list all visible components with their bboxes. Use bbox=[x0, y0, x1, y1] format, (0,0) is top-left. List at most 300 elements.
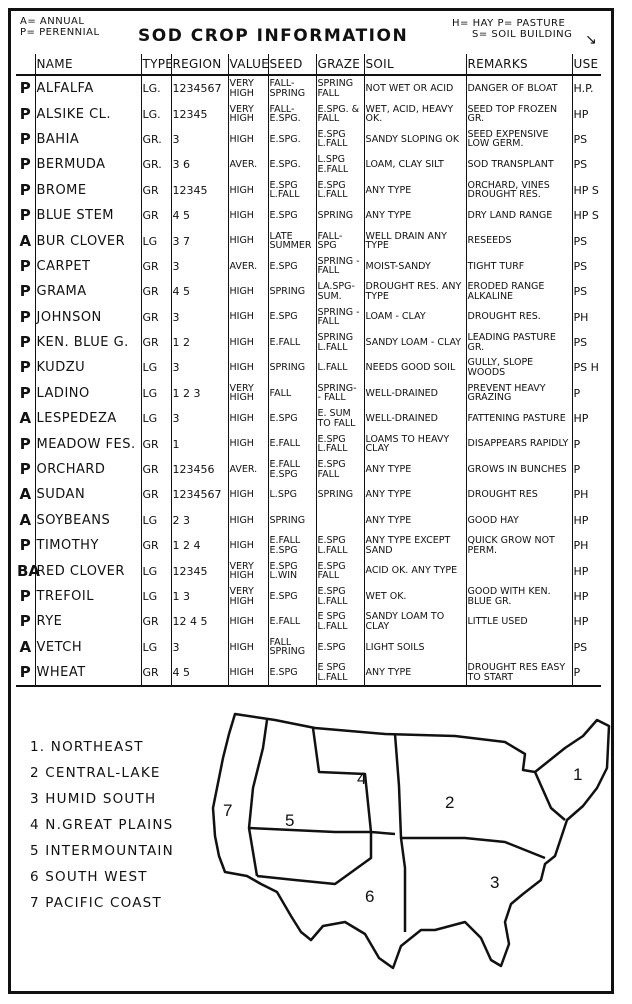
row-remarks: DISAPPEARS RAPIDLY bbox=[466, 431, 572, 456]
column-header: VALUE bbox=[228, 54, 268, 75]
row-graze: SPRING - FALL bbox=[316, 254, 364, 279]
row-seed: L.SPG bbox=[268, 482, 316, 507]
row-remarks: DANGER OF BLOAT bbox=[466, 75, 572, 101]
row-use: HP bbox=[572, 584, 601, 609]
row-soil: NOT WET OR ACID bbox=[364, 75, 466, 101]
row-value: AVER. bbox=[228, 152, 268, 177]
row-crop-name: ALSIKE CL. bbox=[35, 101, 141, 126]
row-graze: E.SPG L.FALL bbox=[316, 584, 364, 609]
use-key-line-1: H= HAY P= PASTURE bbox=[452, 18, 566, 29]
region-border bbox=[535, 772, 565, 820]
row-use: PS bbox=[572, 127, 601, 152]
row-remarks: DROUGHT RES bbox=[466, 482, 572, 507]
row-seed: SPRING bbox=[268, 355, 316, 380]
row-annual-perennial: P bbox=[19, 282, 31, 301]
annual-perennial-key bbox=[20, 16, 100, 38]
row-seed: E.SPG bbox=[268, 660, 316, 686]
row-crop-name: LADINO bbox=[35, 381, 141, 406]
row-graze: SPRING L.FALL bbox=[316, 330, 364, 355]
row-value: AVER. bbox=[228, 457, 268, 482]
row-annual-perennial: A bbox=[19, 485, 32, 504]
row-region: 12345 bbox=[171, 101, 228, 126]
row-remarks bbox=[466, 558, 572, 583]
row-annual-perennial: P bbox=[19, 612, 31, 631]
row-soil: WELL DRAIN ANY TYPE bbox=[364, 228, 466, 253]
row-crop-name: ALFALFA bbox=[35, 75, 141, 101]
row-soil: DROUGHT RES. ANY TYPE bbox=[364, 279, 466, 304]
row-annual-perennial: P bbox=[19, 460, 31, 479]
row-remarks: LITTLE USED bbox=[466, 609, 572, 634]
row-soil: ANY TYPE bbox=[364, 508, 466, 533]
row-annual-perennial: P bbox=[19, 129, 31, 148]
table-row bbox=[16, 254, 601, 279]
row-type: GR bbox=[141, 330, 171, 355]
row-soil: MOIST-SANDY bbox=[364, 254, 466, 279]
row-crop-name: CARPET bbox=[35, 254, 141, 279]
table-header-row bbox=[16, 54, 601, 75]
row-graze: LA.SPG- SUM. bbox=[316, 279, 364, 304]
row-remarks: ORCHARD, VINES DROUGHT RES. bbox=[466, 178, 572, 203]
region-border bbox=[313, 728, 395, 834]
row-region: 2 3 bbox=[171, 508, 228, 533]
table-row bbox=[16, 305, 601, 330]
row-seed: E.FALL bbox=[268, 431, 316, 456]
row-region: 123456 bbox=[171, 457, 228, 482]
row-use: HP bbox=[572, 101, 601, 126]
row-soil: LOAM - CLAY bbox=[364, 305, 466, 330]
row-graze: E.SPG FALL bbox=[316, 457, 364, 482]
row-value: VERY HIGH bbox=[228, 75, 268, 101]
row-use: PH bbox=[572, 482, 601, 507]
row-crop-name: KEN. BLUE G. bbox=[35, 330, 141, 355]
row-value: VERY HIGH bbox=[228, 381, 268, 406]
row-remarks: DRY LAND RANGE bbox=[466, 203, 572, 228]
row-graze: E.SPG L.FALL bbox=[316, 431, 364, 456]
column-header: SOIL bbox=[364, 54, 466, 75]
row-seed: E.SPG bbox=[268, 406, 316, 431]
row-annual-perennial: P bbox=[19, 536, 31, 555]
row-value: HIGH bbox=[228, 228, 268, 253]
column-header: USE bbox=[572, 54, 601, 75]
row-type: LG bbox=[141, 584, 171, 609]
annual-key: A= ANNUAL bbox=[20, 16, 85, 27]
table-row bbox=[16, 431, 601, 456]
row-crop-name: GRAMA bbox=[35, 279, 141, 304]
row-crop-name: KUDZU bbox=[35, 355, 141, 380]
row-use: HP bbox=[572, 406, 601, 431]
row-type: LG bbox=[141, 508, 171, 533]
table-row bbox=[16, 75, 601, 101]
row-soil: SANDY LOAM - CLAY bbox=[364, 330, 466, 355]
row-region: 12345 bbox=[171, 178, 228, 203]
table-row bbox=[16, 381, 601, 406]
table-row bbox=[16, 127, 601, 152]
row-remarks: GROWS IN BUNCHES bbox=[466, 457, 572, 482]
row-value: HIGH bbox=[228, 178, 268, 203]
row-seed: E.SPG bbox=[268, 584, 316, 609]
row-annual-perennial: P bbox=[19, 79, 31, 98]
row-remarks: FATTENING PASTURE bbox=[466, 406, 572, 431]
row-value: HIGH bbox=[228, 482, 268, 507]
row-graze: SPRING- - FALL bbox=[316, 381, 364, 406]
row-soil: ANY TYPE bbox=[364, 660, 466, 686]
row-seed: E.SPG L.WIN bbox=[268, 558, 316, 583]
table-row bbox=[16, 330, 601, 355]
row-remarks: TIGHT TURF bbox=[466, 254, 572, 279]
row-use: PS bbox=[572, 279, 601, 304]
row-annual-perennial: P bbox=[19, 180, 31, 199]
row-region: 3 7 bbox=[171, 228, 228, 253]
row-region: 1234567 bbox=[171, 75, 228, 101]
row-type: GR bbox=[141, 431, 171, 456]
row-value: HIGH bbox=[228, 127, 268, 152]
row-annual-perennial: A bbox=[19, 231, 32, 250]
region-item: 5 INTERMOUNTAIN bbox=[30, 843, 174, 859]
row-use: HP S bbox=[572, 203, 601, 228]
row-type: GR bbox=[141, 254, 171, 279]
row-annual-perennial: P bbox=[19, 155, 31, 174]
row-annual-perennial: P bbox=[19, 104, 31, 123]
row-seed: E.SPG bbox=[268, 203, 316, 228]
row-graze bbox=[316, 508, 364, 533]
table-row bbox=[16, 355, 601, 380]
row-graze: L.SPG E.FALL bbox=[316, 152, 364, 177]
row-type: LG bbox=[141, 406, 171, 431]
row-use: P bbox=[572, 660, 601, 686]
row-annual-perennial: P bbox=[19, 587, 31, 605]
row-remarks: RESEEDS bbox=[466, 228, 572, 253]
row-value: HIGH bbox=[228, 609, 268, 634]
row-graze: SPRING FALL bbox=[316, 75, 364, 101]
row-use: H.P. bbox=[572, 75, 601, 101]
table-row bbox=[16, 178, 601, 203]
row-value: HIGH bbox=[228, 533, 268, 558]
row-graze: SPRING bbox=[316, 203, 364, 228]
row-type: GR bbox=[141, 482, 171, 507]
row-type: GR bbox=[141, 660, 171, 686]
row-annual-perennial: P bbox=[16, 660, 35, 686]
row-graze: E.SPG FALL bbox=[316, 558, 364, 583]
row-region: 1234567 bbox=[171, 482, 228, 507]
row-graze: E.SPG bbox=[316, 635, 364, 660]
row-graze: E SPG L.FALL bbox=[316, 660, 364, 686]
row-type: LG. bbox=[141, 101, 171, 126]
row-crop-name: RED CLOVER bbox=[35, 558, 141, 583]
row-use: HP S bbox=[572, 178, 601, 203]
perennial-key: P= PERENNIAL bbox=[20, 27, 100, 38]
row-crop-name: BAHIA bbox=[35, 127, 141, 152]
row-remarks: DROUGHT RES. bbox=[466, 305, 572, 330]
row-graze: E.SPG L.FALL bbox=[316, 127, 364, 152]
row-graze: L.FALL bbox=[316, 355, 364, 380]
row-annual-perennial: P bbox=[19, 434, 31, 453]
row-use: PH bbox=[572, 533, 601, 558]
map-label-6: 6 bbox=[365, 887, 375, 906]
row-use: P bbox=[572, 457, 601, 482]
table-row bbox=[16, 533, 601, 558]
use-key bbox=[452, 18, 572, 40]
row-use: PS bbox=[572, 152, 601, 177]
row-type: GR bbox=[141, 178, 171, 203]
row-type: GR bbox=[141, 457, 171, 482]
row-remarks: QUICK GROW NOT PERM. bbox=[466, 533, 572, 558]
row-soil: ANY TYPE bbox=[364, 203, 466, 228]
map-label-5: 5 bbox=[285, 811, 295, 830]
row-soil: ANY TYPE bbox=[364, 457, 466, 482]
table-row bbox=[16, 457, 601, 482]
row-soil: ACID OK. ANY TYPE bbox=[364, 558, 466, 583]
row-type: LG bbox=[141, 635, 171, 660]
row-seed: FALL- SPRING bbox=[268, 75, 316, 101]
row-seed: SPRING bbox=[268, 279, 316, 304]
row-crop-name: JOHNSON bbox=[35, 305, 141, 330]
column-header: REMARKS bbox=[466, 54, 572, 75]
row-soil: WELL-DRAINED bbox=[364, 406, 466, 431]
region-border bbox=[401, 838, 545, 858]
row-seed: E.SPG bbox=[268, 305, 316, 330]
region-list bbox=[30, 734, 174, 916]
row-crop-name: VETCH bbox=[35, 635, 141, 660]
row-annual-perennial: P bbox=[19, 256, 31, 275]
table-row bbox=[16, 482, 601, 507]
row-region: 1 3 bbox=[171, 584, 228, 609]
page-title: SOD CROP INFORMATION bbox=[138, 26, 409, 46]
row-annual-perennial: P bbox=[19, 307, 31, 326]
row-region: 1 2 bbox=[171, 330, 228, 355]
row-crop-name: RYE bbox=[35, 609, 141, 634]
row-type: LG bbox=[141, 228, 171, 253]
region-border bbox=[395, 734, 405, 932]
row-annual-perennial: P bbox=[19, 358, 31, 377]
region-border bbox=[249, 828, 371, 832]
row-value: HIGH bbox=[228, 330, 268, 355]
row-value: HIGH bbox=[228, 406, 268, 431]
table-row bbox=[16, 609, 601, 634]
row-graze: E. SUM TO FALL bbox=[316, 406, 364, 431]
row-region: 4 5 bbox=[171, 279, 228, 304]
row-crop-name: BUR CLOVER bbox=[35, 228, 141, 253]
map-label-4: 4 bbox=[357, 769, 367, 788]
row-use: P bbox=[572, 431, 601, 456]
row-graze: E.SPG L.FALL bbox=[316, 178, 364, 203]
row-seed: E.SPG L.FALL bbox=[268, 178, 316, 203]
row-annual-perennial: A bbox=[19, 510, 32, 529]
table-row bbox=[16, 635, 601, 660]
region-border bbox=[257, 832, 371, 884]
row-value: HIGH bbox=[228, 279, 268, 304]
row-annual-perennial: A bbox=[19, 637, 32, 656]
table-row bbox=[16, 152, 601, 177]
row-type: GR. bbox=[141, 127, 171, 152]
column-header: REGION bbox=[171, 54, 228, 75]
row-annual-perennial: P bbox=[19, 383, 31, 402]
row-use: PS H bbox=[572, 355, 601, 380]
row-seed: E.FALL bbox=[268, 609, 316, 634]
row-region: 3 bbox=[171, 254, 228, 279]
row-value: AVER. bbox=[228, 254, 268, 279]
row-use: HP bbox=[572, 508, 601, 533]
row-value: HIGH bbox=[228, 203, 268, 228]
row-crop-name: BERMUDA bbox=[35, 152, 141, 177]
row-remarks: SOD TRANSPLANT bbox=[466, 152, 572, 177]
row-region: 3 bbox=[171, 305, 228, 330]
row-soil: LOAMS TO HEAVY CLAY bbox=[364, 431, 466, 456]
table-row bbox=[16, 584, 601, 609]
map-label-7: 7 bbox=[223, 801, 233, 820]
row-use: PH bbox=[572, 305, 601, 330]
row-region: 12 4 5 bbox=[171, 609, 228, 634]
row-seed: E.FALL E.SPG bbox=[268, 533, 316, 558]
map-label-1: 1 bbox=[573, 765, 583, 784]
row-annual-perennial: P bbox=[19, 206, 31, 225]
row-graze: SPRING - FALL bbox=[316, 305, 364, 330]
row-seed: E.SPG. bbox=[268, 127, 316, 152]
row-soil: ANY TYPE EXCEPT SAND bbox=[364, 533, 466, 558]
row-remarks: LEADING PASTURE GR. bbox=[466, 330, 572, 355]
row-value: HIGH bbox=[228, 508, 268, 533]
row-seed: E.SPG bbox=[268, 254, 316, 279]
row-value: HIGH bbox=[228, 355, 268, 380]
us-region-map bbox=[205, 708, 615, 988]
row-use: PS bbox=[572, 635, 601, 660]
row-seed: E.FALL bbox=[268, 330, 316, 355]
row-soil: WET OK. bbox=[364, 584, 466, 609]
table-row bbox=[16, 406, 601, 431]
row-crop-name: BROME bbox=[35, 178, 141, 203]
row-use: PS bbox=[572, 330, 601, 355]
row-remarks: ERODED RANGE ALKALINE bbox=[466, 279, 572, 304]
row-region: 1 2 3 bbox=[171, 381, 228, 406]
row-annual-perennial: A bbox=[19, 409, 32, 428]
table-row bbox=[16, 558, 601, 583]
row-remarks: GOOD HAY bbox=[466, 508, 572, 533]
column-header-ap bbox=[16, 54, 35, 75]
row-remarks: GOOD WITH KEN. BLUE GR. bbox=[466, 584, 572, 609]
row-soil: WELL-DRAINED bbox=[364, 381, 466, 406]
row-crop-name: TREFOIL bbox=[35, 584, 141, 609]
row-graze: E.SPG L.FALL bbox=[316, 533, 364, 558]
row-region: 1 bbox=[171, 431, 228, 456]
row-type: LG. bbox=[141, 75, 171, 101]
row-region: 3 bbox=[171, 355, 228, 380]
row-value: HIGH bbox=[228, 660, 268, 686]
region-item: 4 N.GREAT PLAINS bbox=[30, 817, 174, 833]
table-row bbox=[16, 101, 601, 126]
row-region: 3 bbox=[171, 635, 228, 660]
region-item: 6 SOUTH WEST bbox=[30, 869, 148, 885]
row-type: GR bbox=[141, 609, 171, 634]
row-seed: LATE SUMMER bbox=[268, 228, 316, 253]
row-type: LG bbox=[141, 558, 171, 583]
region-item: 3 HUMID SOUTH bbox=[30, 791, 157, 807]
row-type: GR bbox=[141, 279, 171, 304]
region-item: 1. NORTHEAST bbox=[30, 739, 144, 755]
row-soil: LIGHT SOILS bbox=[364, 635, 466, 660]
row-use: HP bbox=[572, 558, 601, 583]
row-crop-name: LESPEDEZA bbox=[35, 406, 141, 431]
row-use: P bbox=[572, 381, 601, 406]
row-value: HIGH bbox=[228, 431, 268, 456]
row-type: GR bbox=[141, 203, 171, 228]
row-seed: FALL bbox=[268, 381, 316, 406]
row-remarks: PREVENT HEAVY GRAZING bbox=[466, 381, 572, 406]
row-region: 3 6 bbox=[171, 152, 228, 177]
row-remarks: GULLY, SLOPE WOODS bbox=[466, 355, 572, 380]
row-crop-name: SUDAN bbox=[35, 482, 141, 507]
row-use: PS bbox=[572, 254, 601, 279]
column-header: SEED bbox=[268, 54, 316, 75]
row-use: HP bbox=[572, 609, 601, 634]
region-border bbox=[249, 720, 267, 876]
row-type: GR bbox=[141, 533, 171, 558]
row-soil: NEEDS GOOD SOIL bbox=[364, 355, 466, 380]
row-type: GR bbox=[141, 305, 171, 330]
row-remarks: DROUGHT RES EASY TO START bbox=[466, 660, 572, 686]
row-region: 4 5 bbox=[171, 660, 228, 686]
table-row bbox=[16, 660, 601, 686]
row-soil: WET, ACID, HEAVY OK. bbox=[364, 101, 466, 126]
row-crop-name: WHEAT bbox=[35, 660, 141, 686]
row-region: 3 bbox=[171, 406, 228, 431]
row-crop-name: SOYBEANS bbox=[35, 508, 141, 533]
row-crop-name: MEADOW FES. bbox=[35, 431, 141, 456]
column-header: NAME bbox=[35, 54, 141, 75]
table-row bbox=[16, 203, 601, 228]
row-annual-perennial: P bbox=[19, 333, 31, 352]
row-type: GR. bbox=[141, 152, 171, 177]
row-region: 1 2 4 bbox=[171, 533, 228, 558]
us-outline bbox=[213, 714, 609, 968]
row-seed: E.FALL E.SPG bbox=[268, 457, 316, 482]
row-graze: E SPG L.FALL bbox=[316, 609, 364, 634]
row-type: LG bbox=[141, 355, 171, 380]
table-row bbox=[16, 279, 601, 304]
row-remarks bbox=[466, 635, 572, 660]
down-arrow-icon: ↘ bbox=[585, 32, 597, 48]
table-row bbox=[16, 228, 601, 253]
row-crop-name: TIMOTHY bbox=[35, 533, 141, 558]
row-type: LG bbox=[141, 381, 171, 406]
crop-table bbox=[16, 54, 601, 687]
row-graze: FALL- SPG bbox=[316, 228, 364, 253]
row-seed: E.SPG. bbox=[268, 152, 316, 177]
row-seed: FALL SPRING bbox=[268, 635, 316, 660]
row-region: 4 5 bbox=[171, 203, 228, 228]
row-annual-perennial: BA bbox=[17, 561, 41, 580]
row-soil: SANDY SLOPING OK bbox=[364, 127, 466, 152]
region-item: 7 PACIFIC COAST bbox=[30, 895, 162, 911]
row-seed: FALL- E.SPG. bbox=[268, 101, 316, 126]
row-soil: LOAM, CLAY SILT bbox=[364, 152, 466, 177]
row-value: VERY HIGH bbox=[228, 558, 268, 583]
row-use: PS bbox=[572, 228, 601, 253]
row-value: HIGH bbox=[228, 635, 268, 660]
row-seed: SPRING bbox=[268, 508, 316, 533]
row-soil: ANY TYPE bbox=[364, 178, 466, 203]
row-value: HIGH bbox=[228, 305, 268, 330]
row-soil: ANY TYPE bbox=[364, 482, 466, 507]
map-label-3: 3 bbox=[490, 873, 500, 892]
row-region: 3 bbox=[171, 127, 228, 152]
row-graze: SPRING bbox=[316, 482, 364, 507]
row-value: VERY HIGH bbox=[228, 101, 268, 126]
row-remarks: SEED TOP FROZEN GR. bbox=[466, 101, 572, 126]
column-header: TYPE bbox=[141, 54, 171, 75]
region-item: 2 CENTRAL-LAKE bbox=[30, 765, 161, 781]
row-crop-name: ORCHARD bbox=[35, 457, 141, 482]
row-region: 12345 bbox=[171, 558, 228, 583]
row-remarks: SEED EXPENSIVE LOW GERM. bbox=[466, 127, 572, 152]
